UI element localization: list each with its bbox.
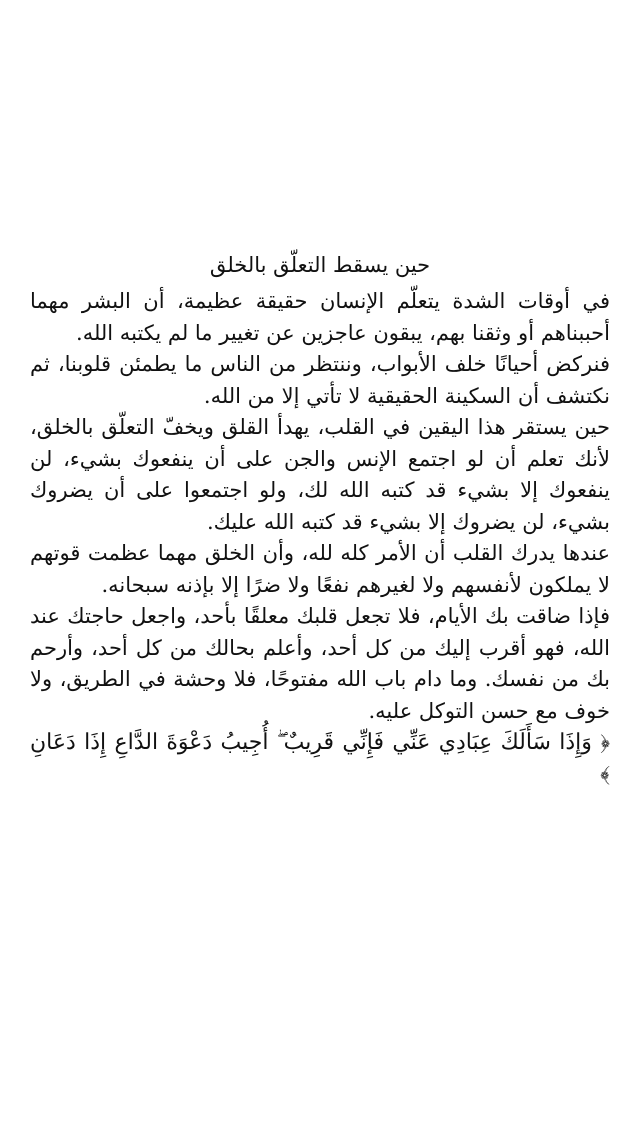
quran-verse: ﴿ وَإِذَا سَأَلَكَ عِبَادِي عَنِّي فَإِنِّي قَرِيبٌ ۖ أُجِيبُ دَعْوَةَ الدَّاعِ إِذَا دَعَانِ ﴾: [30, 730, 610, 787]
paragraph-4: عندها يدرك القلب أن الأمر كله لله، وأن الخلق مهما عظمت قوتهم لا يملكون لأنفسهم ولا لغيرهم نفعًا ولا ضرًا إلا بإذنه سبحانه.: [30, 541, 610, 597]
paragraph-3: حين يستقر هذا اليقين في القلب، يهدأ القلق ويخفّ التعلّق بالخلق، لأنك تعلم أن لو اجتمع الإنس والجن على أن ينفعوك بشيء، لن ينفعوك إلا بشيء قد كتبه الله لك، ولو اجتمعوا على أن يضروك بشيء، لن يضروك إلا بشيء قد كتبه الله عليك.: [30, 415, 610, 534]
paragraph-5: فإذا ضاقت بك الأيام، فلا تجعل قلبك معلقًا بأحد، واجعل حاجتك عند الله، فهو أقرب إليك من كل أحد، وأعلم بحالك من كل أحد، وأرحم بك من نفسك. وما دام باب الله مفتوحًا، فلا وحشة في الطريق، ولا خوف مع حسن التوكل عليه.: [30, 604, 610, 723]
paragraph-2: فنركض أحيانًا خلف الأبواب، وننتظر من الناس ما يطمئن قلوبنا، ثم نكتشف أن السكينة الحقيقية لا تأتي إلا من الله.: [30, 352, 610, 408]
paragraph-1: في أوقات الشدة يتعلّم الإنسان حقيقة عظيمة، أن البشر مهما أحببناهم أو وثقنا بهم، يبقون عاجزين عن تغيير ما لم يكتبه الله.: [30, 289, 610, 345]
article: [30, 250, 610, 791]
article-title: حين يسقط التعلّق بالخلق: [209, 253, 431, 277]
